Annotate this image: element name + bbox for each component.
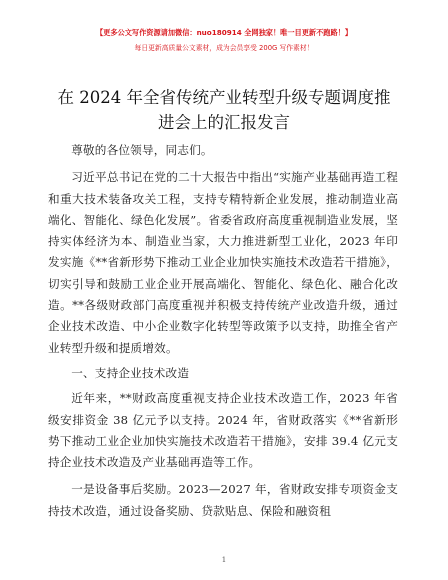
paragraph-point-1: 一是设备事后奖励。2023—2027 年，省财政安排专项资金支持技术改造，通过设备奖励、贷款贴息、保险和融资租 [48, 482, 398, 518]
promo-banner-line-1: 【更多公文写作资源请加微信：nuo180914 全网独家！唯一目更新不跑路！】 [95, 28, 353, 37]
page-number: 1 [221, 556, 227, 564]
section-heading-1: 一、支持企业技术改造 [71, 365, 190, 380]
salutation: 尊敬的各位领导，同志们。 [71, 143, 213, 157]
document-body [48, 140, 398, 522]
document-title: 在 2024 年全省传统产业转型升级专题调度推进会上的汇报发言 [57, 88, 391, 132]
paragraph-intro: 习近平总书记在党的二十大报告中指出“实施产业基础再造工程和重大技术装备攻关工程，支持专精特新企业发展，推动制造业高端化、智能化、绿色化发展”。省委省政府高度重视制造业发展，坚持实体经济为本、制造业当家，大力推进新型工业化，2023 年印发实施《**省新形势下推动工业企业加快实施技术改造若干措施》，切实引导和鼓励工业企业开展高端化、智能化、绿色化、融合化改造。**各级财政部门高度重视并积极支持传统产业改造升级，通过企业技术改造、中小企业数字化转型等政策予以支持，助推全省产业转型升级和提质增效。 [48, 170, 398, 355]
promo-banner-line-2: 每日更新高质量公文素材，成为会员享受 200G 写作素材！ [134, 44, 314, 52]
paragraph-section-1: 近年来，**财政高度重视支持企业技术改造工作，2023 年省级安排资金 38 亿元予以支持。2024 年，省财政落实《**省新形势下推动工业企业加快实施技术改造若干措施》，安排 39.4 亿元支持企业技术改造及产业基础再造等工作。 [48, 391, 398, 470]
